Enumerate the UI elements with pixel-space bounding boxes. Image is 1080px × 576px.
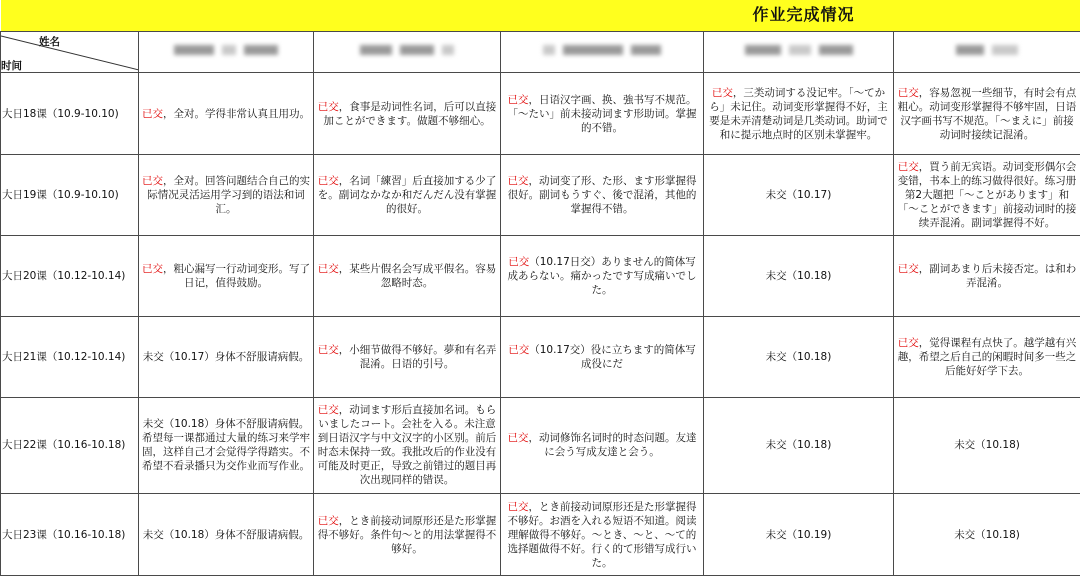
feedback-cell[interactable] xyxy=(139,236,314,317)
feedback-cell[interactable] xyxy=(704,397,894,494)
time-header-label: 时间 xyxy=(1,59,22,72)
submitted-status: 已交 xyxy=(897,336,919,349)
submitted-status: 已交 xyxy=(897,161,919,174)
feedback-text: ，名词「練習」后直接加する少了を。副词なかなか和だんだん没有掌握的很好。 xyxy=(317,175,497,216)
feedback-text: ，とき前接动词原形还是た形掌握得不够好。お酒を入れる短语不知道。阅读理解做得不够好。～とき、～と、～て的选择题做得不好。行く的て形错写成行いた。 xyxy=(507,500,697,569)
submitted-status: 已交 xyxy=(317,514,339,527)
feedback-text: 未交（10.18) xyxy=(954,528,1020,541)
submitted-status: 已交 xyxy=(897,263,919,276)
feedback-cell[interactable] xyxy=(314,236,501,317)
student-name-header[interactable] xyxy=(314,31,501,73)
feedback-text: ，とき前接动词原形还是た形掌握得不够好。条件句～と的用法掌握得不够好。 xyxy=(317,514,497,555)
lesson-label: 大日21课（10.12-10.14) xyxy=(2,350,126,363)
feedback-cell[interactable] xyxy=(314,397,501,494)
table-row xyxy=(1,317,1080,398)
feedback-text: 未交（10.18) xyxy=(954,439,1020,452)
submitted-status: 已交 xyxy=(142,263,163,276)
table-row xyxy=(1,236,1080,317)
feedback-cell[interactable] xyxy=(501,73,704,155)
feedback-cell[interactable] xyxy=(139,494,314,576)
feedback-text: 未交（10.18) xyxy=(765,439,832,452)
feedback-text: ，粗心漏写一行动词变形。写了日记，值得鼓励。 xyxy=(163,263,310,290)
lesson-cell[interactable] xyxy=(1,236,139,317)
feedback-cell[interactable] xyxy=(894,397,1080,494)
lesson-label: 大日22课（10.16-10.18) xyxy=(2,439,126,452)
feedback-text: ，日语汉字画、换、強书写不规范。「～たい」前未接动词ます形助词。掌握的不错。 xyxy=(507,93,697,134)
feedback-text: 未交（10.18）身体不舒服请病假。希望每一课都通过大量的练习来学牢固，这样自己才会觉得学得踏实。不希望不看录播只为交作业而写作业。 xyxy=(142,418,310,473)
blurred-student-name xyxy=(745,45,853,55)
blurred-student-name xyxy=(956,45,1018,55)
feedback-text: 未交（10.19) xyxy=(765,528,832,541)
lesson-cell[interactable] xyxy=(1,397,139,494)
corner-header-cell[interactable] xyxy=(1,31,139,73)
submitted-status: 已交 xyxy=(317,175,339,188)
lesson-cell[interactable] xyxy=(1,494,139,576)
submitted-status: 已交 xyxy=(508,256,530,269)
feedback-text: 未交（10.18）身体不舒服请病假。 xyxy=(142,528,310,541)
lesson-label: 大日23课（10.16-10.18) xyxy=(2,528,126,541)
lesson-label: 大日18课（10.9-10.10) xyxy=(2,107,119,120)
feedback-cell[interactable] xyxy=(501,154,704,236)
feedback-text: （10.17交）役に立ちます的简体写成役にだ xyxy=(529,343,696,370)
lesson-label: 大日20课（10.12-10.14) xyxy=(2,270,126,283)
feedback-cell[interactable] xyxy=(894,73,1080,155)
feedback-cell[interactable] xyxy=(894,236,1080,317)
feedback-cell[interactable] xyxy=(704,494,894,576)
table-row xyxy=(1,494,1080,576)
feedback-text: ，觉得课程有点快了。越学越有兴趣，希望之后自己的闲暇时间多一些之后能好好学下去。 xyxy=(897,336,1077,377)
feedback-text: ，动词变了形、た形、ます形掌握得很好。副词もうすぐ、後で混淆，其他的掌握得不错。 xyxy=(507,175,697,216)
submitted-status: 已交 xyxy=(897,86,919,99)
feedback-text: 未交（10.18) xyxy=(765,350,832,363)
blurred-student-name xyxy=(360,45,454,55)
student-name-header[interactable] xyxy=(501,31,704,73)
feedback-cell[interactable] xyxy=(314,154,501,236)
submitted-status: 已交 xyxy=(142,107,163,120)
feedback-cell[interactable] xyxy=(314,73,501,155)
feedback-text: （10.17日交）ありません的简体写成あらない。痛かったです写成痛いでした。 xyxy=(507,256,697,297)
submitted-status: 已交 xyxy=(507,432,529,445)
feedback-text: ，动词ます形后直接加名词。もらいましたコート。会社を入る。未注意到日语汉字与中文汉字的小区别。前后时态未保持一致。我批改后的作业没有可能及时更正，导致之前错过的题目再次出现同样的错误。 xyxy=(317,404,497,487)
table-row xyxy=(1,154,1080,236)
feedback-cell[interactable] xyxy=(139,397,314,494)
submitted-status: 已交 xyxy=(142,175,163,188)
submitted-status: 已交 xyxy=(507,500,529,513)
feedback-cell[interactable] xyxy=(894,494,1080,576)
feedback-text: ，三类动词する没记牢。「～てから」未记住。动词变形掌握得不好，主要是未弄清楚动词是几类动词。助词で和に提示地点时的区别未掌握牢。 xyxy=(709,86,888,141)
feedback-text: ，買う前无宾语。动词变形偶尔会变错，书本上的练习做得很好。练习册第2大题把「～ことがあります」和「～ことができます」前接动词时的接续弄混淆。副词掌握得不好。 xyxy=(897,161,1077,230)
table-row xyxy=(1,397,1080,494)
feedback-cell[interactable] xyxy=(894,154,1080,236)
submitted-status: 已交 xyxy=(507,93,529,106)
feedback-cell[interactable] xyxy=(139,154,314,236)
lesson-cell[interactable] xyxy=(1,317,139,398)
student-name-header[interactable] xyxy=(894,31,1080,73)
submitted-status: 已交 xyxy=(508,343,530,356)
feedback-text: 未交（10.17) xyxy=(765,189,832,202)
feedback-text: ，动词修饰名词时的时态问题。友達に会う写成友達と会う。 xyxy=(528,432,697,459)
submitted-status: 已交 xyxy=(317,100,339,113)
header-row xyxy=(1,31,1080,73)
feedback-cell[interactable] xyxy=(704,154,894,236)
submitted-status: 已交 xyxy=(317,404,339,417)
student-name-header[interactable] xyxy=(139,31,314,73)
feedback-text: ，小细节做得不够好。夢和有名弄混淆。日语的引号。 xyxy=(338,343,497,370)
feedback-text: ，容易忽视一些细节，有时会有点粗心。动词变形掌握得不够牢固，日语汉字画书写不规范。「～まえに」前接动词时接续记混淆。 xyxy=(897,86,1077,141)
student-name-header[interactable] xyxy=(704,31,894,73)
feedback-cell[interactable] xyxy=(704,73,894,155)
blurred-student-name xyxy=(543,45,661,55)
feedback-cell[interactable] xyxy=(139,317,314,398)
feedback-cell[interactable] xyxy=(501,236,704,317)
feedback-text: ，全对。回答问题结合自己的实际情况灵活运用学习到的语法和词汇。 xyxy=(147,175,310,216)
feedback-cell[interactable] xyxy=(314,494,501,576)
sheet-title: 作业完成情况 xyxy=(752,5,855,25)
feedback-cell[interactable] xyxy=(501,494,704,576)
feedback-text: 未交（10.17）身体不舒服请病假。 xyxy=(142,350,310,363)
feedback-cell[interactable] xyxy=(314,317,501,398)
submitted-status: 已交 xyxy=(317,343,339,356)
submitted-status: 已交 xyxy=(711,86,733,99)
feedback-text: ，某些片假名会写成平假名。容易忽略时态。 xyxy=(338,263,497,290)
feedback-text: ，副词あまり后未接否定。は和わ弄混淆。 xyxy=(918,263,1077,290)
title-row xyxy=(1,0,1080,31)
feedback-text: ，全对。学得非常认真且用功。 xyxy=(163,107,310,120)
submitted-status: 已交 xyxy=(317,263,339,276)
lesson-label: 大日19课（10.9-10.10) xyxy=(2,189,119,202)
feedback-cell[interactable] xyxy=(139,73,314,155)
title-cell[interactable] xyxy=(1,0,1080,31)
name-header-label: 姓名 xyxy=(39,35,60,48)
blurred-student-name xyxy=(174,45,278,55)
lesson-cell[interactable] xyxy=(1,73,139,155)
lesson-cell[interactable] xyxy=(1,154,139,236)
table-row xyxy=(1,73,1080,155)
feedback-cell[interactable] xyxy=(501,397,704,494)
feedback-cell[interactable] xyxy=(704,236,894,317)
submitted-status: 已交 xyxy=(507,175,529,188)
feedback-cell[interactable] xyxy=(894,317,1080,398)
feedback-cell[interactable] xyxy=(501,317,704,398)
feedback-cell[interactable] xyxy=(704,317,894,398)
feedback-text: 未交（10.18) xyxy=(765,270,832,283)
feedback-text: ，食事是动词性名词，后可以直接加ことができます。做题不够细心。 xyxy=(323,100,497,127)
